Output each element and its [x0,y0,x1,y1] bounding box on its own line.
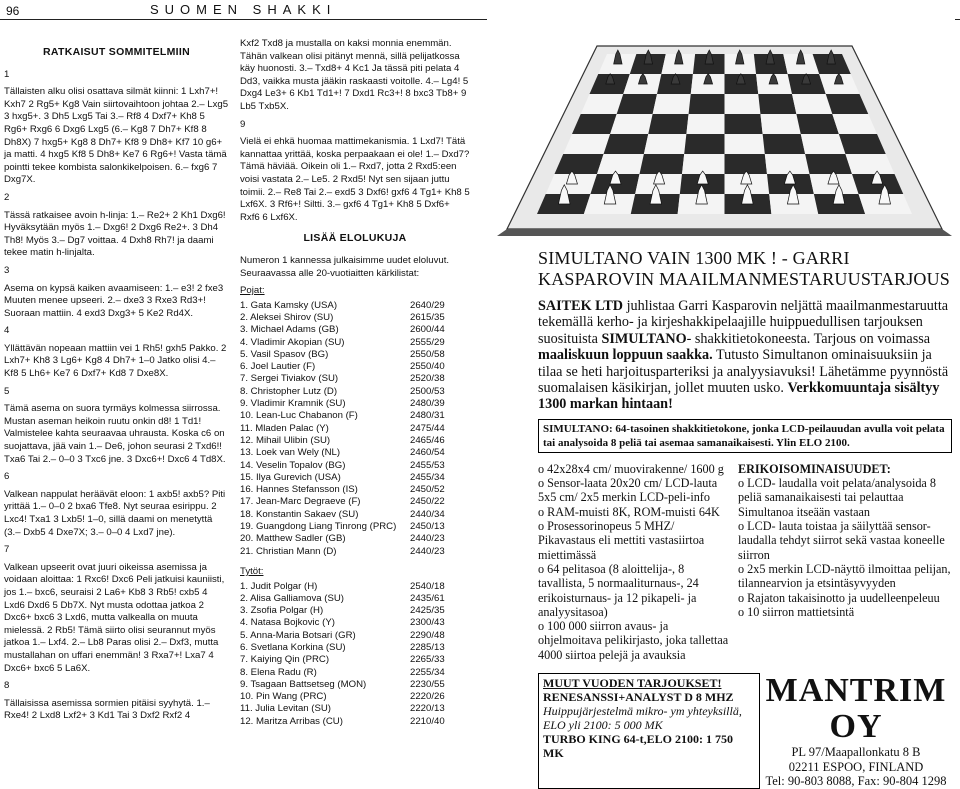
simultano-advertisement [538,248,952,789]
player-name: 1. Judit Polgar (H) [240,580,318,592]
player-rating: 2425/35 [410,605,445,617]
special-features-list [738,476,952,619]
solution-text: Tämä asema on suora tyrmäys kolmessa siirrossa. Mustan aseman heikoin ruutu onkin d8! 1 Td1! Valmistelee kahta seuraavaa uhrausta. Koska c6 on suojattava, jää vain 1.– De6, johon seurasi 2 Txd6!! Txa6 Tai 2.– 0–0 3 Txc6 jne. 3 Dxc6+! Dxc6 4 Td8X. [4,403,226,465]
solution-text: Tässä ratkaisee avoin h-linja: 1.– Re2+ 2 Kh1 Dxg6! Hyväksytään myös 1.– Dxg6! 2 Dxg6 Re2+. 3 Dh4 Th8! Myös 3.– Dg7 voittaa. 4 Dxh8 Rh7! ja daami tekee matin h-linjalta. [4,209,226,259]
board-square [653,94,691,114]
rating-row [240,630,470,642]
solution-number: 4 [4,325,10,337]
player-rating: 2450/52 [410,484,445,496]
ad-deadline: maaliskuun loppuun saakka. [538,347,713,364]
rating-row [240,617,470,629]
solution-text: Asema on kypsä kaiken avaamiseen: 1.– e3! 2 fxe3 Muuten menee upseeri. 2.– dxe3 3 Rxe3 Rd3+! Suoraan mattiin. 4 exd3 Dxg3+ 5 Ke2 Rd4X. [4,282,224,319]
player-rating: 2615/35 [410,311,445,323]
player-name: 13. Loek van Wely (NL) [240,447,341,459]
player-rating: 2435/61 [410,592,445,604]
board-square [760,114,800,134]
player-name: 12. Mihail Ulibin (SU) [240,434,331,446]
page-number: 96 [6,4,20,18]
rating-row [240,509,470,521]
player-rating: 2455/53 [410,459,445,471]
rating-row [240,373,470,385]
ad-adapter-note: Verkkomuuntaja sisältyy 1300 markan hintaan! [538,380,940,413]
board-square [686,114,724,134]
solution-text: Tällaisissa asemissa sormien pitäisi syyhytä. 1.– Rxe4! 2 Lxd8 Lxf2+ 3 Kd1 Tai 3 Dxf2 Rxf2 4 [4,697,210,722]
player-name: 8. Elena Radu (R) [240,666,317,678]
player-name: 19. Guangdong Liang Tinrong (PRC) [240,521,397,533]
board-square [796,114,839,134]
feature-item: o LCD- laudalla voit pelata/analysoida 8 peliä samanaikaisesti tai pelauttaa Simultanoa itseään vastaan [738,476,936,519]
chess-computer-image [487,4,955,236]
player-name: 18. Konstantin Sakaev (SU) [240,508,359,520]
mantrim-logo: MANTRIM OY [765,672,947,745]
rating-row [240,642,470,654]
solution-number: 1 [4,68,10,80]
player-name: 11. Julia Levitan (SU) [240,703,332,715]
rating-row [240,581,470,593]
rating-row [240,593,470,605]
player-name: 2. Aleksei Shirov (SU) [240,311,334,323]
rating-row [240,423,470,435]
player-name: 7. Kaiying Qin (PRC) [240,654,330,666]
rating-row [240,300,470,312]
feature-item: o LCD- lauta toistaa ja säilyttää sensor-laudalla tehdyt siirrot sekä vastaa koneelle siirron [738,519,945,562]
player-rating: 2300/43 [410,617,445,629]
offer-renaissance: RENESANSSI+ANALYST D 8 MHZ [543,690,734,704]
player-name: 4. Vladimir Akopian (SU) [240,336,345,348]
player-name: 6. Joel Lautier (F) [240,361,316,373]
board-square [805,154,852,174]
ad-text: juhlistaa Garri Kasparovin neljättä maailmanmestaruutta tekemällä kerho- ja kirjeshakkipelaajille huippuedullisen tarjouksen suosituista [538,298,949,347]
rating-row [240,605,470,617]
board-square [765,154,810,174]
ad-title: SIMULTANO VAIN 1300 MK ! - GARRI KASPAROVIN MAAILMANMESTARUUSTARJOUS [538,248,951,289]
company-contact [760,673,952,789]
elo-intro: Numeron 1 kannessa julkaisimme uudet eloluvut. Seuraavassa alle 20-vuotiaitten kärkilistat: [240,254,450,279]
girls-list [240,581,470,729]
player-name: 14. Veselin Topalov (BG) [240,459,346,471]
player-name: 12. Maritza Arribas (CU) [240,715,343,727]
player-rating: 2520/38 [410,373,445,385]
rating-row [240,654,470,666]
offer-turbo-king: TURBO KING 64-t,ELO 2100: 1 750 MK [543,732,734,760]
features [538,462,952,662]
player-name: 1. Gata Kamsky (USA) [240,299,338,311]
player-name: 7. Sergei Tiviakov (SU) [240,373,339,385]
player-rating: 2450/22 [410,496,445,508]
board-square [617,94,657,114]
rating-row [240,361,470,373]
section-title: SUOMEN SHAKKI [150,2,337,17]
player-rating: 2450/13 [410,521,445,533]
rating-row [240,460,470,472]
board-square [725,94,761,114]
player-rating: 2550/40 [410,361,445,373]
player-name: 4. Natasa Bojkovic (Y) [240,617,335,629]
solution-number: 6 [4,471,10,483]
player-rating: 2555/29 [410,336,445,348]
solution-text: Yllättävän nopeaan mattiin vei 1 Rh5! gxh5 Pakko. 2 Lxh7+ Kh8 3 Lg6+ Kg8 4 Dh7+ 1–0 Jatko olisi 4.– Kf8 5 Lh6+ Ke7 6 Dxf7+ Kd8 7 Dxe8X. [4,342,227,380]
boys-list [240,300,470,558]
rating-row [240,716,470,728]
board-square [597,154,644,174]
rating-row [240,484,470,496]
rating-row [240,435,470,447]
board-square [792,94,832,114]
rating-row [240,398,470,410]
rating-row [240,667,470,679]
phone-fax: Tel: 90-803 8088, Fax: 90-804 1298 [765,774,947,788]
player-name: 5. Anna-Maria Botsari (GR) [240,629,356,641]
player-rating: 2465/46 [410,434,445,446]
other-offers-box [538,673,760,789]
board-square [758,94,796,114]
solution-number: 8 [4,680,10,692]
ad-product: SIMULTANO [601,330,687,347]
player-name: 2. Alisa Galliamova (SU) [240,592,344,604]
rating-row [240,337,470,349]
player-rating: 2265/33 [410,654,445,666]
ad-text: - shakkitietokoneesta. Tarjous on voimassa [686,330,931,347]
rating-row [240,691,470,703]
solution-text: Valkean upseerit ovat juuri oikeissa asemissa ja voidaan aloittaa: 1 Rxc6! Dxc6 Peli jatkuisi kauniisti, jos 1.– bxc6, seuraisi 2 La6+ Kb8 3 Rb5! cxb5 4 Lxd6 Dxd6 5 Db7X. Nyt musta odottaa jatkoa 2 Dxc6+ bxc6 3 Lxd6, mutta valkealla on muuta mielessä. 2 Rb5! Tämä siirto olisi seurannut myös jatkoa 1.– Lxf4. 2.– Lb8 Paras olisi 2.– Dxf3, mutta mustallahan on uffari enemmän! 3 Rxa7+! Lxa7 4 Dxc6+ bxc6 5 La6X. [4,561,225,674]
rating-row [240,521,470,533]
special-features-title: ERIKOISOMINAISUUDET: [738,461,891,476]
rating-row [240,324,470,336]
board-square [689,94,725,114]
player-rating: 2210/40 [410,715,445,727]
rating-row [240,496,470,508]
board-square [684,134,724,154]
player-name: 10. Lean-Luc Chabanon (F) [240,410,358,422]
player-name: 9. Tsagaan Battsetseg (MON) [240,678,367,690]
chess-computer-photo [487,4,955,236]
player-name: 17. Jean-Marc Degraeve (F) [240,496,361,508]
solution-number: 2 [4,191,10,203]
rating-row [240,703,470,715]
ad-body [538,298,952,413]
player-name: 6. Svetlana Korkina (SU) [240,642,346,653]
player-name: 11. Mladen Palac (Y) [240,422,329,434]
player-rating: 2480/31 [410,410,445,422]
player-name: 3. Michael Adams (GB) [240,324,339,336]
feature-item: o 10 siirron mattietsintä [738,604,855,619]
player-name: 15. Ilya Gurevich (USA) [240,471,341,483]
solution-number: 5 [4,385,10,397]
spec-item: o 42x28x4 cm/ muovirakenne/ 1600 g [538,461,724,476]
board-square [801,134,846,154]
player-rating: 2455/34 [410,471,445,483]
rating-row [240,679,470,691]
solution-text: Vielä ei ehkä huomaa mattimekanismia. 1 Lxd7! Tätä kannattaa yrittää, koska perpaakaan ei ole! 1.– Dxd7? Tämä häviää. Oikein oli 1.– Rxd7, jotta 2 Rxd5:een voisi vastata 2.– Le5. 2 Rxd5! Nyt sen sijaan juttu toimii. 2.– Re8 Tai 2.– exd5 3 Dxf6! gxf6 4 Tg1+ Kh8 5 Lxf6X. 3 Rf6+! Siltti. 3.– gxf6 4 Tg1+ Kh8 5 Dxf6+ Rxf6 6 Lxf6X. [240,136,470,223]
player-name: 10. Pin Wang (PRC) [240,691,327,703]
ad-bottom [538,673,952,789]
solution-number: 9 [240,118,246,130]
player-rating: 2640/29 [410,299,445,311]
special-features [734,462,952,662]
board-square [725,134,765,154]
rating-row [240,386,470,398]
rating-row [240,546,470,558]
offer-renaissance-desc: Huippujärjestelmä mikro- ym yhteyksillä, ELO yli 2100: 5 000 MK [543,704,742,732]
solution-text: Kxf2 Txd8 ja mustalla on kaksi monnia enemmän. Tähän valkean olisi pitänyt mennä, sillä pelijatkossa käy huonosti. 3.– Txd8+ 4 Kc1 Ja tässä piti pelata 4 Dd3, vaikka musta jääkin raskaasti voitolle. 4.– Lg4! 5 Dxg4 Le3+ 6 Kb1 Td1+! 7 Dxd1 Rc3+! 8 bxc3 Tb8+ 9 Lb5 Txb5X. [240,38,469,112]
solutions-column [4,38,229,728]
player-rating: 2460/54 [410,447,445,459]
player-name: 21. Christian Mann (D) [240,545,337,557]
boys-title: Pojat: [240,285,265,297]
player-rating: 2220/13 [410,703,445,715]
ratings-column [240,38,470,728]
player-rating: 2540/18 [410,580,445,592]
player-name: 8. Christopher Lutz (D) [240,385,338,397]
rating-row [240,533,470,545]
board-square [763,134,806,154]
board-square [725,154,768,174]
solutions-heading: RATKAISUT SOMMITELMIIN [43,46,190,58]
ad-company: SAITEK LTD [538,298,624,314]
board-square [610,114,653,134]
player-name: 3. Zsofia Polgar (H) [240,605,324,617]
board-square [648,114,688,134]
spec-item: o RAM-muisti 8K, ROM-muisti 64K [538,504,720,519]
player-rating: 2440/34 [410,508,445,520]
solution-number: 3 [4,264,10,276]
rating-row [240,410,470,422]
player-rating: 2440/23 [410,545,445,557]
board-square [604,134,649,154]
address-line: PL 97/Maapallonkatu 8 B [791,745,921,759]
player-rating: 2230/55 [410,678,445,690]
simultano-summary-box: SIMULTANO: 64-tasoinen shakkitietokone, jonka LCD-peilauudan avulla voit pelata tai analysoida 8 peliä tai asemaa samanaikaisesti. Ylin ELO 2100. [538,419,952,453]
solution-text: Tällaisten alku olisi osattava silmät kiinni: 1 Lxh7+! Kxh7 2 Rg5+ Kg8 Vain siirtovaihtoon johtaa 2.– Lxg5 3 hxg5+. 3 Dh5 Lxg5 Tai 3.– Rf8 4 Dxf7+ Kh8 5 Rg6+ Rxg6 6 Dxg6 Lxg5 (6.– Kg8 7 Dh7+ Kf8 8 Dh8X) 7 hxg5+ Kg8 8 Dh7+ Kf8 9 Dh8+ Kf7 10 g6+ ja matti. 4 hxg5 Kf8 5 Dh8+ Ke7 6 Rg6+! Vasta tämä pointti tekee kombista salonkikelpoisen. 6.– fxg6 7 Dxg7X. [4,86,229,186]
player-rating: 2480/39 [410,398,445,410]
girls-title: Tytöt: [240,565,264,577]
board-square [725,114,763,134]
board-square [682,154,725,174]
ad-text: Tutusto Simultanon ominaisuuksiin ja tilaa se heti harjoitusparteriksi ja analyysiavuksi! Lähetämme pyynnöstä suomalaisen käsikirjan, jollet muuten usko. [538,347,949,397]
spec-item: o 100 000 siirron avaus- ja ohjelmoitava pelikirjasto, joka tallettaa 4000 siirtoa pelejä ja avauksia [538,619,729,662]
rating-row [240,312,470,324]
player-rating: 2285/13 [410,642,445,653]
address-city: 02211 ESPOO, FINLAND [788,759,924,774]
player-name: 20. Matthew Sadler (GB) [240,533,346,545]
player-name: 9. Vladimir Kramnik (SU) [240,398,346,410]
solution-number: 7 [4,544,10,556]
player-name: 5. Vasil Spasov (BG) [240,348,329,360]
feature-item: o Rajaton takaisinotto ja uudelleenpeleuu [738,590,940,605]
player-rating: 2290/48 [410,629,445,641]
player-rating: 2255/34 [410,666,445,678]
player-rating: 2600/44 [410,324,445,336]
player-rating: 2550/58 [410,348,445,360]
player-rating: 2500/53 [410,385,445,397]
player-rating: 2475/44 [410,422,445,434]
spec-list [538,462,734,662]
board-square [644,134,687,154]
player-name: 16. Hannes Stefansson (IS) [240,484,358,496]
spec-item: o 64 pelitasoa (8 aloittelija-, 8 tavallista, 5 normaaliturnaus-, 24 erikoisturnaus- ja 12 pikapeli- ja analyysitasoa) [538,561,699,619]
elo-heading: LISÄÄ ELOLUKUJA [303,232,407,245]
rating-row [240,447,470,459]
spec-item: o Prosessorinopeus 5 MHZ/ Pikavastaus eli mettiti vastasiirtoa miettimässä [538,519,705,562]
offers-title: MUUT VUODEN TARJOUKSET! [543,676,722,690]
solution-text: Valkean nappulat heräävät eloon: 1 axb5! axb5? Piti yrittää 1.– 0–0 2 bxa6 Tfe8. Nyt seuraa esirippu. 2 Lxc4! Txa1 3 Lxb5! 1–0, sillä daami on menetyttä (3.– Dxb5 4 Dxe7X; 3.– 0–0 4 Lxd7 jne). [4,488,226,538]
player-rating: 2440/23 [410,533,445,545]
spec-item: o Sensor-laata 20x20 cm/ LCD-lauta 5x5 cm/ 2x5 merkin LCD-peli-info [538,476,718,505]
rating-row [240,472,470,484]
feature-item: o 2x5 merkin LCD-näyttö ilmoittaa pelijan, tilannearvion ja etsintäsyvyyden [738,561,951,591]
board-square [640,154,685,174]
player-rating: 2220/26 [410,691,445,703]
rating-row [240,349,470,361]
